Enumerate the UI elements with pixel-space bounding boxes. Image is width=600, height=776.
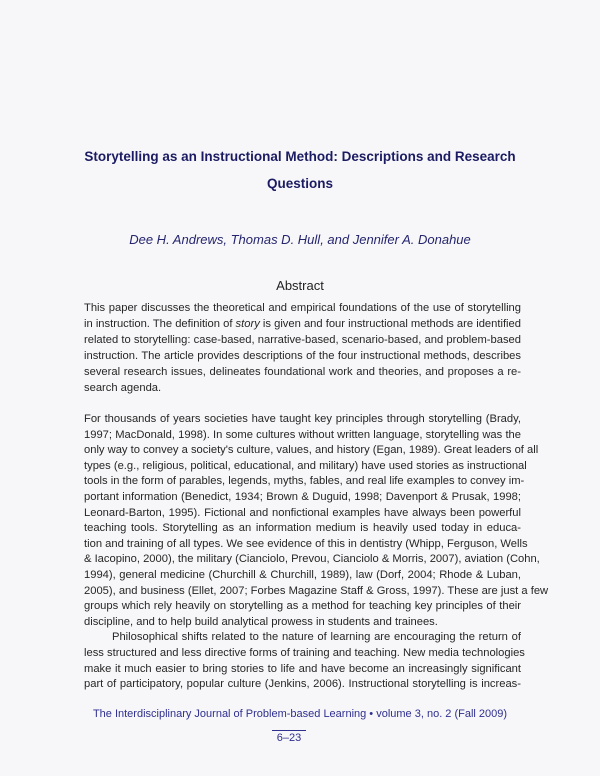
body-line: teaching tools. Storytelling as an information medium is heavily used today in educa- [84,522,521,535]
body-line: Leonard-Barton, 1995). Fictional and nonfictional examples have always been powerful [84,506,521,519]
page-range: 6–23 [272,730,306,744]
body-line: 1994), general medicine (Churchill & Churchill, 1989), law (Dorf, 2004; Rhode & Luban, [84,569,521,581]
body-line: tools in the form of parables, legends, myths, fables, and real life examples to convey im- [84,475,525,488]
text-segment: is given and four instructional methods are identified [259,318,521,330]
abstract-line: search agenda. [84,382,162,394]
body-line: 2005), and business (Ellet, 2007; Forbes Magazine Staff & Gross, 1997). These are just a few [84,584,549,597]
body-line: For thousands of years societies have taught key principles through storytelling (Brady, [84,413,521,425]
text-segment: in instruction. The definition of [84,318,236,330]
journal-footer: The Interdisciplinary Journal of Problem-based Learning • volume 3, no. 2 (Fall 2009) [92,708,508,720]
body-line: Philosophical shifts related to the nature of learning are encouraging the return of [112,631,521,644]
abstract-line: instruction. The article provides descriptions of the four instructional methods, describes [84,350,521,362]
abstract-line: This paper discusses the theoretical and empirical foundations of the use of storytelling [84,302,521,314]
authors: Dee H. Andrews, Thomas D. Hull, and Jennifer A. Donahue [129,232,471,247]
body-line: groups which rely heavily on storytelling as a method for teaching key principles of their [84,600,521,613]
abstract-line [84,317,521,331]
body-line: only way to convey a society's culture, values, and history (Egan, 1989). Great leaders of all [84,444,539,457]
body-line: tion and training of all types. We see evidence of this in dentistry (Whipp, Ferguson, Wells [84,537,528,550]
paper-title-line-2: Questions [266,176,333,191]
abstract-line: related to storytelling: case-based, narrative-based, scenario-based, and problem-based [84,334,521,346]
abstract-line: several research issues, delineates foundational work and theories, and proposes a re- [84,366,521,378]
body-line: & Iacopino, 2000), the military (Cianciolo, Prevou, Cianciolo & Morris, 2007), aviation (Cohn, [84,553,540,566]
body-line: 1997; MacDonald, 1998). In some cultures without written language, storytelling was the [84,428,521,441]
emphasis: story [235,318,260,330]
paper-title-line-1: Storytelling as an Instructional Method: Descriptions and Research [84,149,516,164]
body-line: less structured and less directive forms of training and teaching. New media technologies [84,647,525,659]
body-line: discipline, and to help build analytical prowess in students and trainees. [84,615,438,628]
body-line: make it much easier to bring stories to life and have become an increasingly significant [84,662,521,675]
body-line: portant information (Benedict, 1934; Brown & Duguid, 1998; Davenport & Prusak, 1998; [84,491,521,503]
abstract-heading: Abstract [276,278,324,293]
body-line: part of participatory, popular culture (Jenkins, 2006). Instructional storytelling is increas- [84,678,521,691]
body-line: types (e.g., religious, political, educational, and military) have used stories as instructional [84,459,527,472]
